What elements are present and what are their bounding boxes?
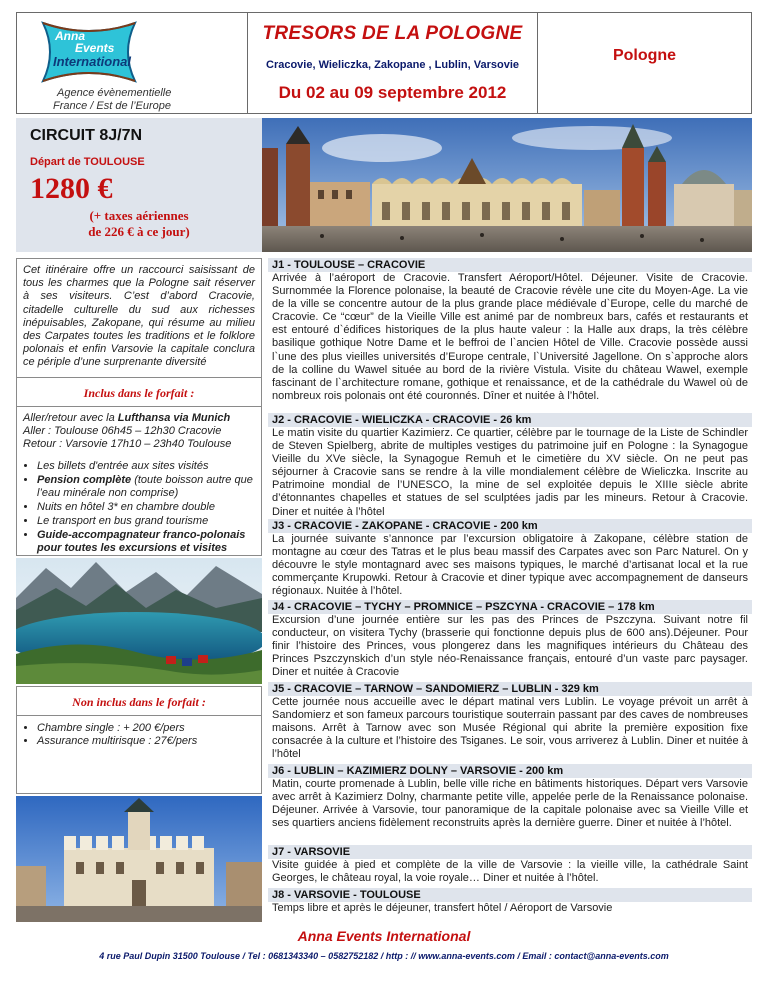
day-section-8 (268, 888, 752, 915)
day-text: La journée suivante s’annonce par l’excursion obligatoire à Zakopane, célèbre station de montagne au cœur des Tatras et le plus beau massif des Carpates avec son Parc Naturel. On y découvre le style montagnard avec ses maisons typiques, le marché d’artisanat local et la rue commerçante Krupowki. Retour à Cracovie et diner typique avec accompagnement de danseurs régionaux. Nuitée à l’hôtel. (272, 533, 748, 598)
circuit-title: CIRCUIT 8J/7N (30, 127, 143, 144)
logo-tagline-1: Agence évènementielle (57, 87, 172, 99)
logo-block (16, 12, 248, 114)
logo-tagline-2: France / Est de l’Europe (53, 100, 172, 112)
guide-bold: Guide-accompagnateur franco-polonais pour toutes les excursions et visites (37, 529, 246, 554)
footer-contact: 4 rue Paul Dupin 31500 Toulouse / Tel : 0681343340 – 0582752182 / http : // www.anna-events.com / Email : contact@anna-events.com (99, 951, 669, 961)
day-section-5 (268, 682, 752, 761)
day-title: J3 - CRACOVIE - ZAKOPANE - CRACOVIE - 200 km (268, 519, 752, 533)
return-flight: Retour : Varsovie 17h10 – 23h40 Toulouse (23, 438, 232, 450)
departure-city: Départ de TOULOUSE (30, 156, 145, 168)
flight-line (23, 412, 255, 425)
day-section-7 (268, 845, 752, 885)
not-included-list (17, 716, 261, 748)
included-title: Inclus dans le forfait : (17, 378, 261, 407)
day-title: J2 - CRACOVIE - WIELICZKA - CRACOVIE - 26 km (268, 413, 752, 427)
day-section-3 (268, 519, 752, 598)
day-text: Arrivée à l’aéroport de Cracovie. Transfert Aéroport/Hôtel. Déjeuner. Visite de Cracovie. Surnommée la Florence polonaise, la beauté de Cracovie révèle une cite du Moyen-Age. La vie de la ville se concentre autour de la plus grande place médiévale d`Europe, celle du marché de Cracovie. Ce “cœur” de la Vieille Ville est animé par de nombreux bars, cafés et restaurants et est entouré d`édifices historiques de la plus haute valeur : la Halle aux draps, la très célèbre basilique gothique Notre Dame et le beffroi de l`ancien Hôtel de Ville. Cracovie possède aussi l`une des plus vieilles universités d’Europe centrale, l`Université Jagellone. On s`approche alors de la colline du Wawel située au bord de la rivière Vistula. Visite du château Wawel, exemple fascinant de l`architecture romane, gothique et renaissance, et de la cathédrale du Wawel où de nombreux rois polonais ont été couronnés. Dîner et nuitée à l’hôtel. (272, 272, 748, 402)
day-title: J6 - LUBLIN – KAZIMIERZ DOLNY – VARSOVIE - 200 km (268, 764, 752, 778)
not-included-title: Non inclus dans le forfait : (17, 687, 261, 716)
day-section-1 (268, 258, 752, 403)
country-block (538, 12, 752, 114)
included-list (23, 460, 255, 555)
board-bold: Pension complète (37, 474, 132, 486)
footer-company: Anna Events International (297, 928, 471, 944)
board-detail: (toute boisson autre que l’eau minérale non comprise) (37, 474, 253, 499)
day-title: J7 - VARSOVIE (268, 845, 752, 859)
list-item: • Chambre single : + 200 €/pers (37, 722, 255, 735)
intro-text: Cet itinéraire offre un raccourci saisissant de tous les charmes que la Pologne sait réserver à ses visiteurs. C’est d’abord Cracovie, citadelle culturelle du sud aux richesses inépuisables, Zakopane, qui résume au milieu des Carpates toutes les traditions et le folklore polonais et enfin Varsovie la capitale conclura ce périple d’une surprenante diversité (16, 258, 262, 378)
included-body (17, 407, 261, 561)
day-text: Matin, courte promenade à Lublin, belle ville riche en bâtiments historiques. Départ vers Varsovie avec arrêt à Kazimierz Dolny, charmante petite ville, appelée perle de la Renaissance polonaise. Déjeuner. Arrivée à Varsovie, tour panoramique de la capitale polonaise avec sa Vieille Ville et ses quartiers anciens fidèlement reconstruits après la dernière guerre. Diner et nuitée à l’hôtel. (272, 778, 748, 830)
town-hall-photo (16, 796, 262, 922)
day-title: J4 - CRACOVIE – TYCHY – PROMNICE – PSZCYNA - CRACOVIE – 178 km (268, 600, 752, 614)
day-title: J5 - CRACOVIE – TARNOW – SANDOMIERZ – LUBLIN - 329 km (268, 682, 752, 696)
included-box (16, 378, 262, 556)
circuit-price-box (16, 118, 262, 252)
day-text: Excursion d’une journée entière sur les pas des Princes de Pszczyna. Suivant notre fil conducteur, on visitera Tychy (brasserie qui fonctionne depuis plus de 600 ans).Déjeuner. Pour finir l’histoire des Princes, vous plongerez dans les magnifiques intérieurs du Château des Princes Pszczynskich d’un style néo-Renaissance français, entouré d’un vaste parc paysager. Diner et nuitée à Cracovie (272, 614, 748, 679)
day-section-4 (268, 600, 752, 679)
tax-note-line-2: de 226 € à ce jour) (88, 224, 190, 239)
price: 1280 € (30, 172, 113, 205)
logo-text-events: Events (75, 41, 115, 55)
list-item: • Assurance multirisque : 27€/pers (37, 735, 255, 748)
flight-prefix: Aller/retour avec la (23, 412, 118, 424)
day-text: Cette journée nous accueille avec le départ matinal vers Lublin. Le voyage prévoit un arrêt à Sandomierz et son fameux parcours touristique souterrain passant par des caves de nombreuses maisons. Arrêt à Tarnow avec son Musée Régional qui abrite la première exposition fixe consacrée à la culture et l’histoire des Tsiganes. Le soir, vous arriverez à Lublin. Diner et nuitée à l’hôtel (272, 696, 748, 761)
list-item: • Le transport en bus grand tourisme (37, 515, 255, 528)
outbound-flight: Aller : Toulouse 06h45 – 12h30 Cracovie (23, 425, 222, 437)
title-block (248, 12, 538, 114)
day-text: Visite guidée à pied et complète de la ville de Varsovie : la vieille ville, la cathédrale Saint Georges, le château royal, la voie royale… Diner et nuitée à l’hôtel. (272, 859, 748, 885)
list-item (37, 474, 255, 500)
day-text: Temps libre et après le déjeuner, transfert hôtel / Aéroport de Varsovie (272, 902, 613, 914)
logo-text-international: International (53, 54, 132, 69)
list-item (37, 529, 255, 555)
list-item: • Nuits en hôtel 3* en chambre double (37, 501, 255, 514)
country-label: Pologne (612, 47, 677, 64)
tax-note-line-1: (+ taxes aériennes (89, 208, 189, 223)
page-title: TRESORS DE LA POLOGNE (262, 23, 523, 44)
day-text: Le matin visite du quartier Kazimierz. Ce quartier, célèbre par le tournage de la Liste de Schindler de Steven Spielberg, abrite de multiples vestiges du patrimoine juif en Pologne : la Synagogue Vieille du XVe siècle, la Synagogue Remuh et le cimetière du XV siècle. On ne peut pas séjourner à Cracovie sans se rendre à la ville mondialement célèbre de Wieliczka. Inscrite au Patrimoine mondial de l’UNESCO, la mine de sel exploitée depuis le XIIIe siècle abrite d’étonnantes chapelles et statues de sel sculptées jadis par les mineurs. Retour à Cracovie. Diner et nuitée à l’hôtel (272, 427, 748, 518)
trip-dates: Du 02 au 09 septembre 2012 (278, 83, 507, 102)
tatra-lake-photo (16, 558, 262, 684)
not-included-box (16, 686, 262, 794)
day-title: J1 - TOULOUSE – CRACOVIE (268, 258, 752, 272)
day-section-6 (268, 764, 752, 830)
cities-subtitle: Cracovie, Wieliczka, Zakopane , Lublin, Varsovie (266, 59, 519, 71)
day-section-2 (268, 413, 752, 519)
day-title: J8 - VARSOVIE - TOULOUSE (268, 888, 752, 902)
logo-text-anna: Anna (55, 29, 85, 43)
flight-carrier: Lufthansa via Munich (117, 412, 231, 424)
krakow-square-photo (262, 118, 752, 252)
list-item: • Les billets d'entrée aux sites visités (37, 460, 255, 473)
